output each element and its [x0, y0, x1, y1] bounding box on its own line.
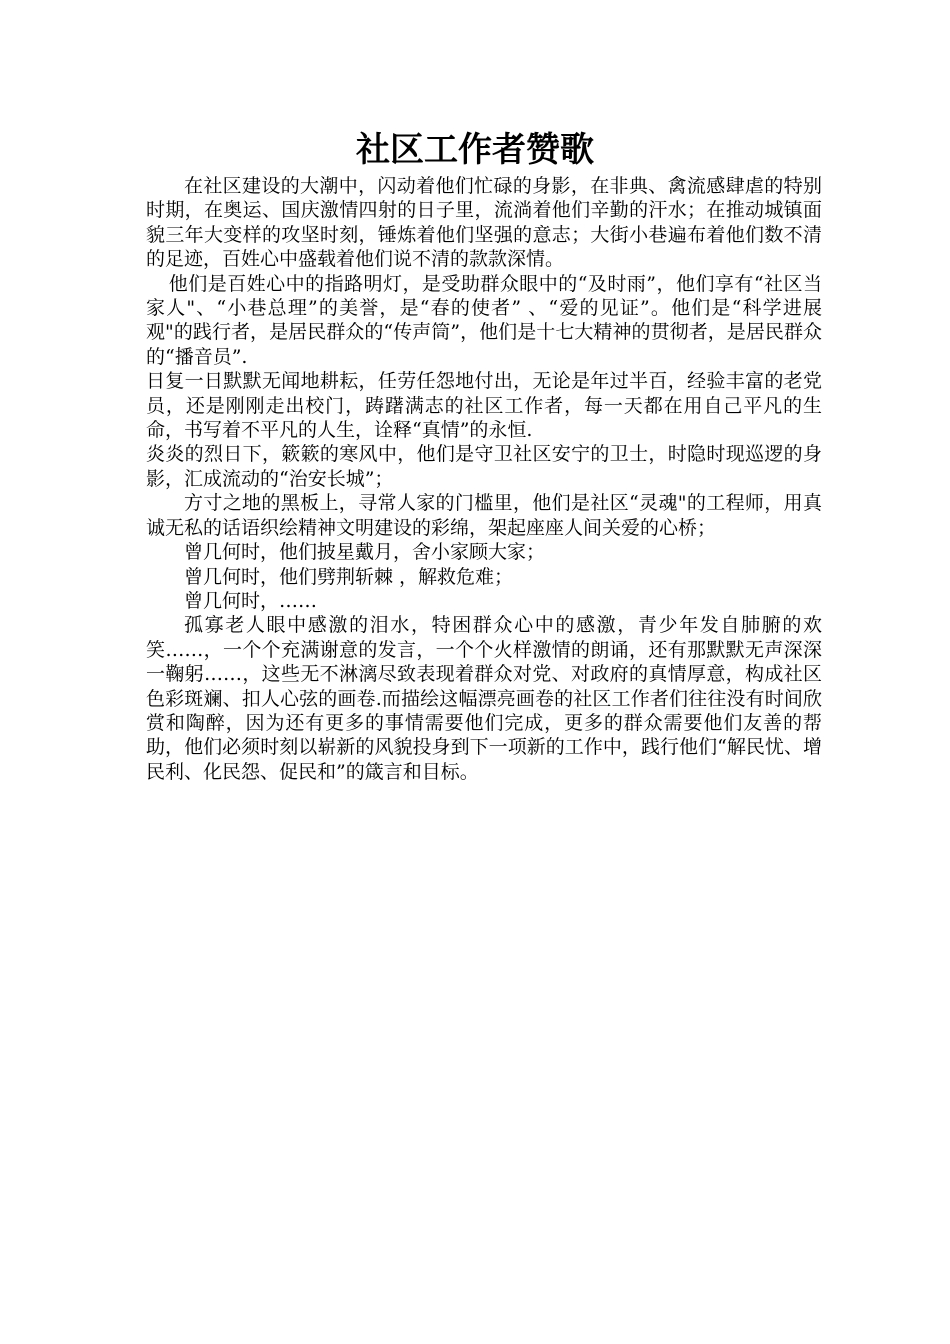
paragraph-2: 他们是百姓心中的指路明灯，是受助群众眼中的“及时雨”，他们享有“社区当家人"、“小巷总理”的美誉，是“春的使者” 、“爱的见证”。他们是“科学进展观"的践行者，是居民群众的“传声筒”，他们是十七大精神的贯彻者，是居民群众的“播音员”.: [146, 272, 822, 368]
paragraph-1: 在社区建设的大潮中，闪动着他们忙碌的身影，在非典、禽流感肆虐的特别时期，在奥运、国庆激情四射的日子里，流淌着他们辛勤的汗水；在推动城镇面貌三年大变样的攻坚时刻，锤炼着他们坚强的意志；大街小巷遍布着他们数不清的足迹，百姓心中盛载着他们说不清的款款深情。: [146, 175, 822, 271]
paragraph-9: 孤寡老人眼中感激的泪水，特困群众心中的感激，青少年发自肺腑的欢笑……，一个个充满谢意的发言，一个个火样激情的朗诵，还有那默默无声深深一鞠躬……，这些无不淋漓尽致表现着群众对党、对政府的真情厚意，构成社区色彩斑斓、扣人心弦的画卷.而描绘这幅漂亮画卷的社区工作者们往往没有时间欣赏和陶醉，因为还有更多的事情需要他们完成，更多的群众需要他们友善的帮助，他们必须时刻以崭新的风貌投身到下一项新的工作中，践行他们“解民忧、增民利、化民怨、促民和”的箴言和目标。: [146, 614, 822, 783]
document-title: 社区工作者赞歌: [356, 130, 594, 170]
paragraph-8: 曾几何时，……: [184, 589, 318, 612]
paragraph-5: 方寸之地的黑板上，寻常人家的门槛里，他们是社区“灵魂"的工程师，用真诚无私的话语织绘精神文明建设的彩绵，架起座座人间关爱的心桥；: [146, 492, 822, 539]
paragraph-6: 曾几何时，他们披星戴月，舍小家顾大家；: [184, 541, 546, 564]
document-body: [146, 174, 822, 784]
paragraph-4: 炎炎的烈日下，簌簌的寒风中，他们是守卫社区安宁的卫士，时隐时现巡逻的身影，汇成流动的“治安长城”；: [146, 443, 822, 490]
paragraph-7: 曾几何时，他们劈荆斩棘 ，解救危难；: [184, 565, 514, 588]
paragraph-3: 日复一日默默无闻地耕耘，任劳任怨地付出，无论是年过半百，经验丰富的老党员，还是刚刚走出校门，踌躇满志的社区工作者，每一天都在用自己平凡的生命，书写着不平凡的人生，诠释“真情”的永恒.: [146, 370, 822, 442]
